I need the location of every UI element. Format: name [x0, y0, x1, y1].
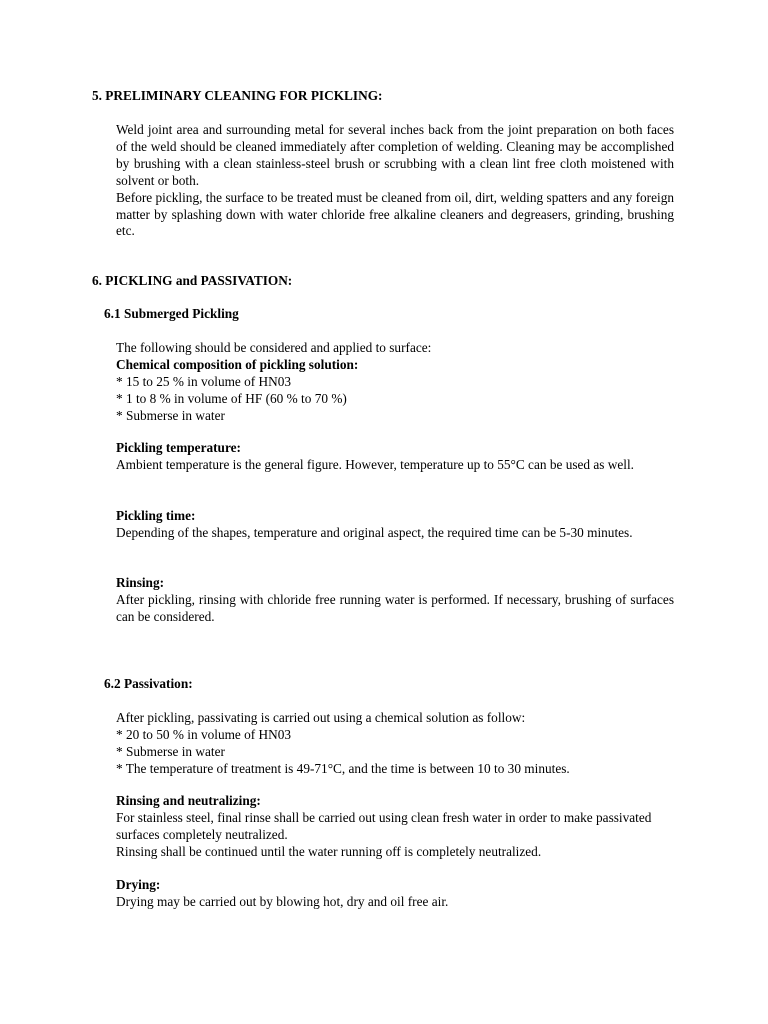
drying-text: Drying may be carried out by blowing hot, dry and oil free air. [116, 893, 449, 909]
section-6-heading: 6. PICKLING and PASSIVATION: [92, 273, 293, 288]
chemical-item: * Submerse in water [116, 407, 225, 423]
drying-label: Drying: [116, 877, 161, 892]
pickling-time-label: Pickling time: [116, 508, 196, 523]
rinsing-label: Rinsing: [116, 575, 165, 590]
section-5-body [116, 122, 674, 240]
section-5-paragraph-1: Weld joint area and surrounding metal for several inches back from the joint preparation on both faces of the weld should be cleaned immediately after completion of welding. Cleaning may be accomplished by brushing with a clean stainless-steel brush or scrubbing with a clean lint free cloth moistened with solvent or both. [116, 122, 674, 188]
section-6-1-composition [116, 340, 674, 425]
chemical-composition-label: Chemical composition of pickling solution: [116, 356, 359, 372]
pickling-time-block [116, 508, 674, 542]
pickling-time-text: Depending of the shapes, temperature and original aspect, the required time can be 5-30 minutes. [116, 524, 633, 540]
rinsing-neutralizing-block [116, 793, 674, 861]
section-6-2-heading: 6.2 Passivation: [104, 676, 193, 691]
rinsing-neutralizing-text-1: For stainless steel, final rinse shall be carried out using clean fresh water in order to make passivated surfaces completely neutralized. [116, 809, 652, 842]
section-6-1-intro: The following should be considered and applied to surface: [116, 340, 432, 355]
drying-block [116, 877, 674, 911]
section-6-2-list [116, 710, 674, 778]
rinsing-neutralizing-text-2: Rinsing shall be continued until the water running off is completely neutralized. [116, 843, 542, 859]
section-6-2-intro: After pickling, passivating is carried out using a chemical solution as follow: [116, 710, 526, 725]
rinsing-text: After pickling, rinsing with chloride free running water is performed. If necessary, brushing of surfaces can be considered. [116, 591, 674, 624]
passivation-item: * Submerse in water [116, 743, 225, 759]
pickling-temperature-text: Ambient temperature is the general figure. However, temperature up to 55°C can be used as well. [116, 456, 635, 472]
section-5-paragraph-2: Before pickling, the surface to be treated must be cleaned from oil, dirt, welding spatters and any foreign matter by splashing down with water chloride free alkaline cleaners and degreasers, grinding, brushing etc. [116, 189, 674, 239]
pickling-temperature-label: Pickling temperature: [116, 440, 241, 455]
rinsing-neutralizing-label: Rinsing and neutralizing: [116, 793, 261, 808]
chemical-item: * 15 to 25 % in volume of HN03 [116, 373, 292, 389]
passivation-item: * The temperature of treatment is 49-71°C, and the time is between 10 to 30 minutes. [116, 760, 570, 776]
passivation-item: * 20 to 50 % in volume of HN03 [116, 726, 292, 742]
section-6-1-heading: 6.1 Submerged Pickling [104, 306, 239, 321]
rinsing-block [116, 575, 674, 626]
section-5-heading: 5. PRELIMINARY CLEANING FOR PICKLING: [92, 88, 383, 103]
pickling-temperature-block [116, 440, 674, 474]
chemical-item: * 1 to 8 % in volume of HF (60 % to 70 %) [116, 390, 347, 406]
